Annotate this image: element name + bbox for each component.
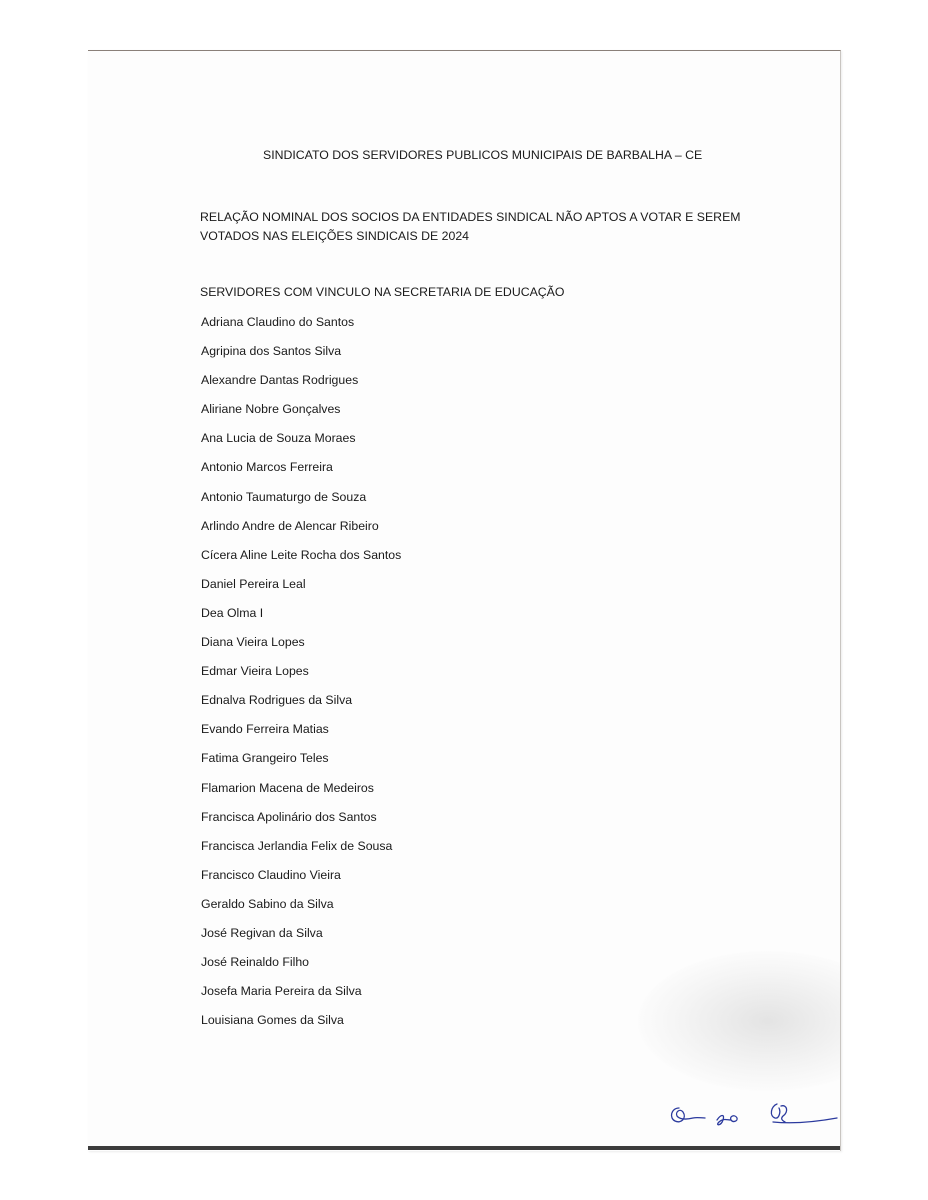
signature-mark-3 xyxy=(771,1104,837,1123)
signature-mark-1 xyxy=(672,1108,705,1122)
list-item: Aliriane Nobre Gonçalves xyxy=(201,402,341,417)
list-item: Arlindo Andre de Alencar Ribeiro xyxy=(201,518,379,533)
list-item: Francisco Claudino Vieira xyxy=(201,867,341,882)
document-title: SINDICATO DOS SERVIDORES PUBLICOS MUNICIPAIS DE BARBALHA – CE xyxy=(263,148,703,162)
section-heading: SERVIDORES COM VINCULO NA SECRETARIA DE EDUCAÇÃO xyxy=(200,285,565,299)
list-item: Diana Vieira Lopes xyxy=(201,635,305,650)
page-bottom-edge xyxy=(88,1146,840,1150)
list-item: Ana Lucia de Souza Moraes xyxy=(201,431,356,446)
list-item: Francisca Jerlandia Felix de Sousa xyxy=(201,838,393,853)
list-item: Louisiana Gomes da Silva xyxy=(201,1013,344,1028)
list-item: Fatima Grangeiro Teles xyxy=(201,751,329,766)
document-page xyxy=(88,50,841,1151)
subtitle-line-1: RELAÇÃO NOMINAL DOS SOCIOS DA ENTIDADES SINDICAL NÃO APTOS A VOTAR E SEREM xyxy=(200,210,741,224)
document-subtitle xyxy=(200,208,760,246)
member-name-list xyxy=(201,313,401,1040)
subtitle-line-2: VOTADOS NAS ELEIÇÕES SINDICAIS DE 2024 xyxy=(200,229,470,243)
list-item: Dea Olma I xyxy=(201,605,264,620)
list-item: Josefa Maria Pereira da Silva xyxy=(201,984,362,999)
list-item: Agripina dos Santos Silva xyxy=(201,344,342,359)
list-item: Daniel Pereira Leal xyxy=(201,576,306,591)
list-item: Antonio Marcos Ferreira xyxy=(201,460,333,475)
list-item: Adriana Claudino do Santos xyxy=(201,315,355,329)
list-item: Ednalva Rodrigues da Silva xyxy=(201,693,353,708)
list-item: Alexandre Dantas Rodrigues xyxy=(201,373,359,388)
signature-initials xyxy=(665,1096,845,1136)
signature-mark-2 xyxy=(717,1116,737,1125)
scan-shadow xyxy=(638,951,841,1091)
list-item: Evando Ferreira Matias xyxy=(201,722,329,737)
list-item: Geraldo Sabino da Silva xyxy=(201,896,334,911)
list-item: Flamarion Macena de Medeiros xyxy=(201,780,374,795)
list-item: José Reinaldo Filho xyxy=(201,955,310,970)
list-item: Edmar Vieira Lopes xyxy=(201,664,309,679)
list-item: Antonio Taumaturgo de Souza xyxy=(201,489,367,504)
list-item: José Regivan da Silva xyxy=(201,925,323,940)
list-item: Cícera Aline Leite Rocha dos Santos xyxy=(201,547,402,562)
list-item: Francisca Apolinário dos Santos xyxy=(201,809,377,824)
